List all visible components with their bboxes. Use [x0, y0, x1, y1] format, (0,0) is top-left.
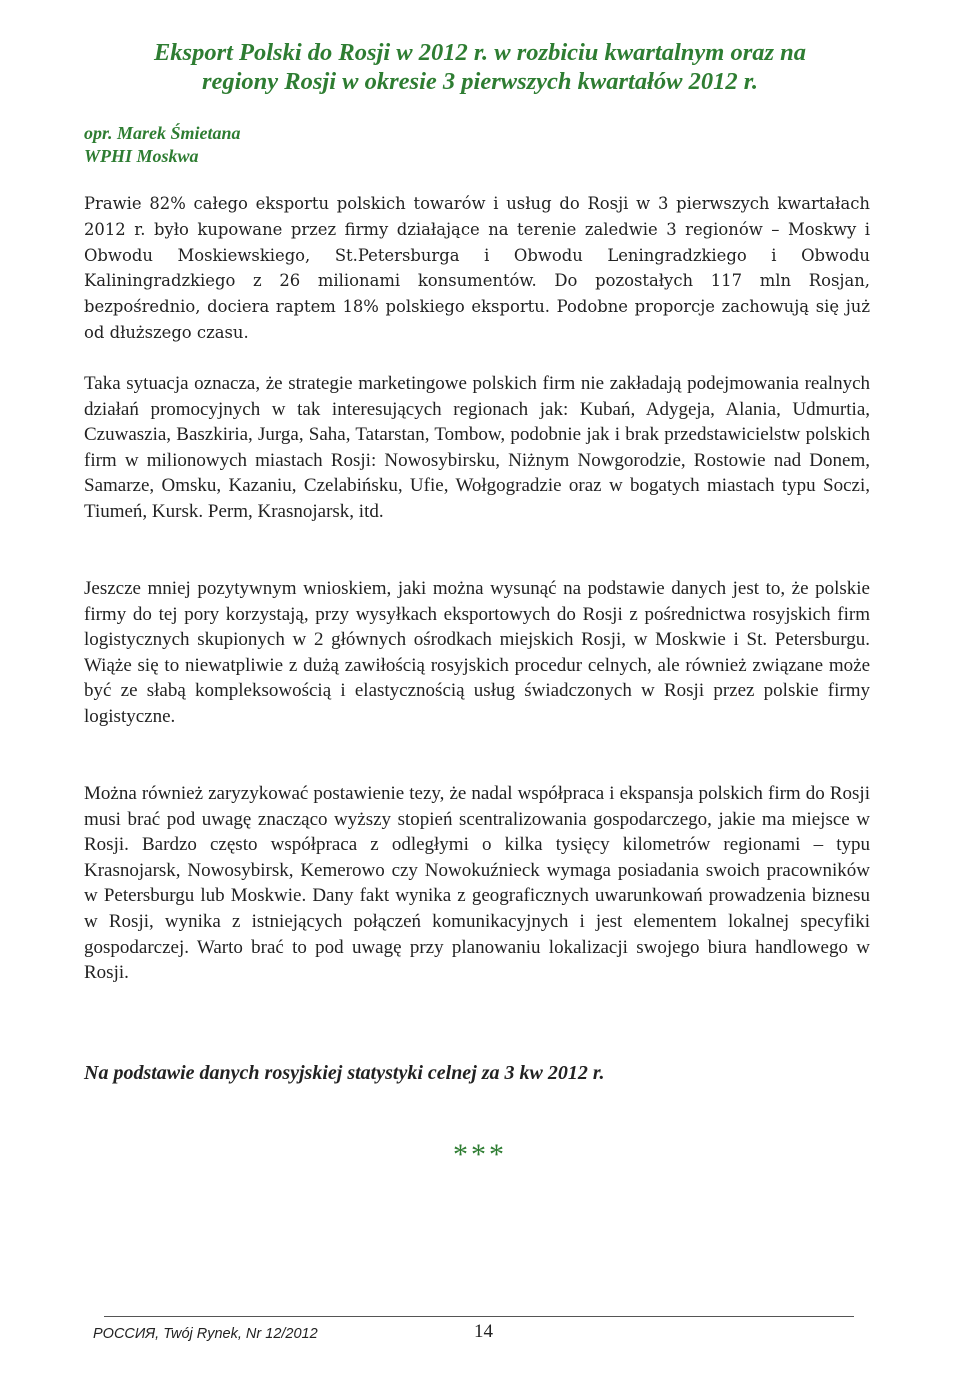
document-title — [60, 38, 900, 96]
source-note: Na podstawie danych rosyjskiej statystyki celnej za 3 kw 2012 r. — [84, 1062, 605, 1084]
author-institution: WPHI Moskwa — [84, 146, 199, 166]
author-block — [84, 122, 241, 168]
paragraph-3: Jeszcze mniej pozytywnym wnioskiem, jaki można wysunąć na podstawie danych jest to, że polskie firmy do tej pory korzystają, przy wysyłkach eksportowych do Rosji z pośrednictwa rosyjskich firm logistycznych skupionych w 2 głównych ośrodkach miejskich Rosji, w Moskwie i St. Petersburgu. Wiąże się to niewatpliwie z dużą zawiłością rosyjskich procedur celnych, ale również związane może być ze słabą kompleksowością i elastycznością usług świadczonych w Rosji przez polskie firmy logistyczne. — [84, 578, 870, 727]
title-line-1: Eksport Polski do Rosji w 2012 r. w rozbiciu kwartalnym oraz na — [153, 39, 807, 66]
footer-divider — [104, 1316, 854, 1317]
section-separator: *** — [453, 1138, 507, 1171]
footer-publication: РОССИЯ, Twój Rynek, Nr 12/2012 — [93, 1326, 318, 1342]
page-number: 14 — [474, 1321, 493, 1342]
author-name: opr. Marek Śmietana — [84, 123, 241, 143]
title-line-2: regiony Rosji w okresie 3 pierwszych kwartałów 2012 r. — [201, 68, 759, 95]
paragraph-1: Prawie 82% całego eksportu polskich towarów i usług do Rosji w 3 pierwszych kwartałach 2012 r. było kupowane przez firmy działające na terenie zaledwie 3 regionów – Moskwy i Obwodu Moskiewskiego, St.Petersburga i Obwodu Leningradzkiego i Obwodu Kaliningradzkiego z 26 milionami konsumentów. Do pozostałych 117 mln Rosjan, bezpośrednio, dociera raptem 18% polskiego eksportu. Podobne proporcje zachowują się już od dłuższego czasu. — [84, 194, 870, 342]
paragraph-4: Można również zaryzykować postawienie tezy, że nadal współpraca i ekspansja polskich firm do Rosji musi brać pod uwagę znacząco wyższy stopień scentralizowania gospodarczego, jakie ma miejsce w Rosji. Bardzo często współpraca z odległymi o kilka tysięcy kilometrów regionami – typu Krasnojarsk, Nowosybirsk, Kemerowo czy Nowokuźnieck wymaga posiadania swoich pracowników w Petersburgu lub Moskwie. Dany fakt wynika z geograficznych uwarunkowań prowadzenia biznesu w Rosji, wynika z istniejących połączeń komunikacyjnych i jest elementem lokalnej specyfiki gospodarczej. Warto brać to pod uwagę przy planowaniu lokalizacji swojego biura handlowego w Rosji. — [84, 783, 870, 984]
paragraph-2: Taka sytuacja oznacza, że strategie marketingowe polskich firm nie zakładają podejmowania realnych działań promocyjnych w tak interesujących regionach jak: Kubań, Adygeja, Alania, Udmurtia, Czuwaszia, Baszkiria, Jurga, Saha, Tatarstan, Tombow, podobnie jak i brak przedstawicielstw polskich firm w milionowych miastach Rosji: Nowosybirsku, Niżnym Nowgorodzie, Rostowie nad Donem, Samarze, Omsku, Kazaniu, Czelabińsku, Ufie, Wołgogradzie oraz w bogatych miastach typu Soczi, Tiumeń, Kursk. Perm, Krasnojarsk, itd. — [84, 373, 870, 522]
